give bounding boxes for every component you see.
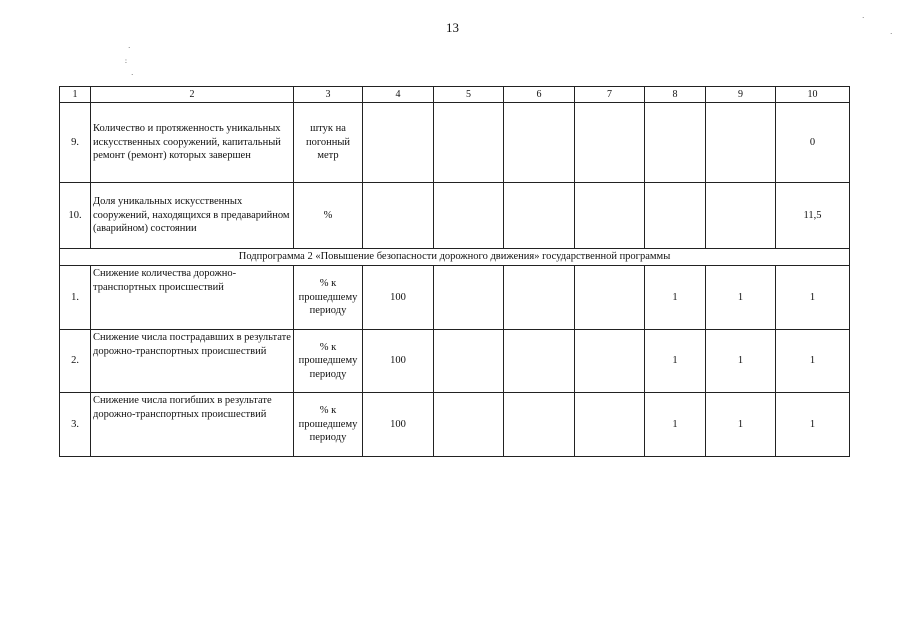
page-number: 13 bbox=[446, 20, 459, 35]
value-cell: 1 bbox=[645, 330, 706, 393]
column-number: 4 bbox=[363, 87, 434, 103]
indicator-name: Снижение количества дорожно-транспортных происшествий bbox=[91, 266, 294, 330]
unit-cell: % bbox=[294, 183, 363, 249]
value-cell bbox=[434, 103, 504, 183]
value-cell bbox=[434, 330, 504, 393]
value-cell bbox=[706, 103, 776, 183]
row-number: 1. bbox=[60, 266, 91, 330]
column-number: 3 bbox=[294, 87, 363, 103]
column-number: 7 bbox=[575, 87, 645, 103]
column-number-row bbox=[60, 87, 850, 103]
value-cell bbox=[434, 393, 504, 457]
column-number: 2 bbox=[91, 87, 294, 103]
subprogram-row bbox=[60, 249, 850, 266]
unit-cell: % к прошедшему периоду bbox=[294, 266, 363, 330]
table-row bbox=[60, 266, 850, 330]
value-cell bbox=[504, 103, 575, 183]
value-cell bbox=[363, 183, 434, 249]
scan-speck: · bbox=[890, 30, 893, 38]
column-number: 5 bbox=[434, 87, 504, 103]
table-row bbox=[60, 183, 850, 249]
value-cell: 100 bbox=[363, 266, 434, 330]
column-number: 10 bbox=[776, 87, 850, 103]
value-cell: 1 bbox=[776, 330, 850, 393]
value-cell bbox=[575, 103, 645, 183]
value-cell: 1 bbox=[706, 393, 776, 457]
indicator-name: Снижение числа погибших в результате дорожно-транспортных происшествий bbox=[91, 393, 294, 457]
scan-speck: · bbox=[862, 14, 865, 22]
value-cell bbox=[363, 103, 434, 183]
indicator-name: Количество и протяженность уникальных искусственных сооружений, капитальный ремонт (ремонт) которых завершен bbox=[91, 103, 294, 183]
value-cell: 100 bbox=[363, 330, 434, 393]
value-cell bbox=[434, 183, 504, 249]
value-cell bbox=[434, 266, 504, 330]
scan-speck: · bbox=[128, 44, 131, 52]
value-cell bbox=[575, 330, 645, 393]
value-cell: 1 bbox=[645, 266, 706, 330]
column-number: 1 bbox=[60, 87, 91, 103]
row-number: 9. bbox=[60, 103, 91, 183]
value-cell: 1 bbox=[645, 393, 706, 457]
table-row bbox=[60, 330, 850, 393]
row-number: 2. bbox=[60, 330, 91, 393]
row-number: 10. bbox=[60, 183, 91, 249]
value-cell bbox=[575, 183, 645, 249]
value-cell bbox=[575, 393, 645, 457]
value-cell bbox=[645, 103, 706, 183]
indicators-table bbox=[59, 86, 850, 457]
value-cell: 0 bbox=[776, 103, 850, 183]
row-number: 3. bbox=[60, 393, 91, 457]
column-number: 8 bbox=[645, 87, 706, 103]
column-number: 6 bbox=[504, 87, 575, 103]
value-cell bbox=[706, 183, 776, 249]
value-cell: 11,5 bbox=[776, 183, 850, 249]
value-cell bbox=[504, 330, 575, 393]
unit-cell: % к прошедшему периоду bbox=[294, 330, 363, 393]
value-cell bbox=[645, 183, 706, 249]
subprogram-title: Подпрограмма 2 «Повышение безопасности дорожного движения» государственной программы bbox=[60, 249, 850, 266]
value-cell: 1 bbox=[776, 266, 850, 330]
unit-cell: % к прошедшему периоду bbox=[294, 393, 363, 457]
scan-speck: : bbox=[125, 57, 127, 65]
indicator-name: Доля уникальных искусственных сооружений, находящихся в предаварийном (аварийном) состоянии bbox=[91, 183, 294, 249]
value-cell bbox=[575, 266, 645, 330]
table-row bbox=[60, 393, 850, 457]
value-cell: 1 bbox=[776, 393, 850, 457]
value-cell: 1 bbox=[706, 266, 776, 330]
table-row bbox=[60, 103, 850, 183]
unit-cell: штук на погонный метр bbox=[294, 103, 363, 183]
value-cell bbox=[504, 183, 575, 249]
column-number: 9 bbox=[706, 87, 776, 103]
value-cell: 1 bbox=[706, 330, 776, 393]
scan-speck: · bbox=[131, 71, 134, 79]
indicator-name: Снижение числа пострадавших в результате дорожно-транспортных происшествий bbox=[91, 330, 294, 393]
value-cell bbox=[504, 266, 575, 330]
value-cell: 100 bbox=[363, 393, 434, 457]
value-cell bbox=[504, 393, 575, 457]
